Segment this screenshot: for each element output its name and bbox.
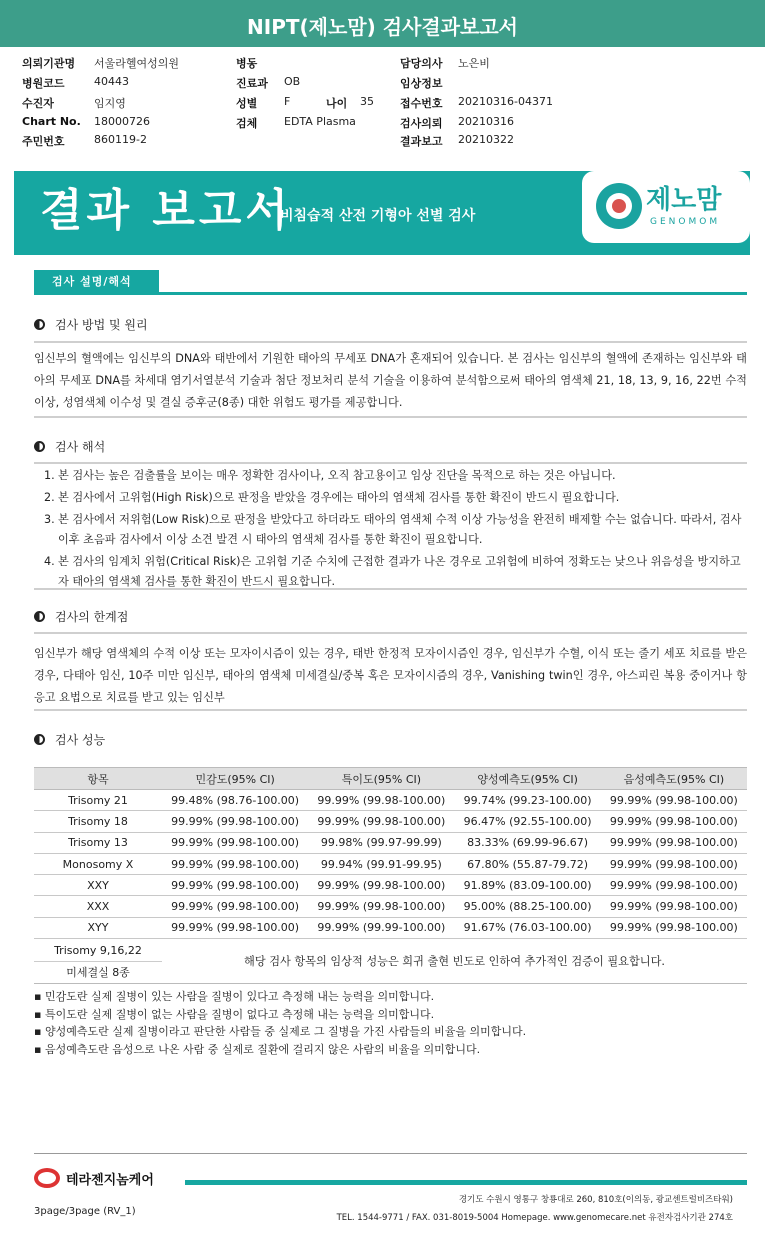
interpretation-list [44,466,744,594]
table-row: Trisomy 21 99.48% (98.76-100.00) 99.99% (99.98-100.00) 99.74% (99.23-100.00) 99.99% (99.98-100.00) [34,790,747,811]
table-header-row [34,768,747,790]
logo-subtext: GENOMOM [650,217,721,227]
method-text: 임신부의 혈액에는 임신부의 DNA와 태반에서 기원한 태아의 무세포 DNA가 혼재되어 있습니다. 본 검사는 임신부의 혈액에 존재하는 임신부와 태아의 무세포 DNA를 차세대 염기서열분석 기술과 첨단 정보처리 분석 기술을 이용하여 분석함으로써 태아의 염색체 21, 18, 13, 9, 16, 22번 수적 이상, 성염색체 이수성 및 결실 증후군(8종) 대한 위험도 평가를 제공합니다. [34,352,747,409]
hospital-value: 서울라헬여성의원 [94,57,180,70]
list-item: 1. 본 검사는 높은 검출률을 보이는 매우 정확한 검사이나, 오직 참고용이고 임상 진단을 목적으로 하는 것은 아닙니다. [44,469,616,482]
age-label: 나이 [326,97,348,110]
section-divider [34,292,747,295]
dept-label: 진료과 [236,77,268,90]
banner-title: 결과 보고서 [40,185,292,236]
report-value: 20210322 [458,133,514,146]
hospital-label: 의뢰기관명 [22,57,76,70]
doctor-value: 노은비 [458,57,490,70]
specimen-value: EDTA Plasma [284,115,356,128]
footer-divider [34,1153,747,1154]
genomom-logo [582,171,750,243]
list-item: 4. 본 검사의 임계치 위험(Critical Risk)은 고위험 기준 수치에 근접한 결과가 나온 경우로 고위험에 비하여 정확도는 낮으나 위음성을 방지하고자 태아의 염색체 검사를 통한 확진이 반드시 필요합니다. [44,555,741,588]
receipt-value: 20210316-04371 [458,95,553,108]
definition-item: ▪ 민감도란 실제 질병이 있는 사람을 질병이 있다고 측정해 내는 능력을 의미합니다. [34,990,435,1003]
request-value: 20210316 [458,115,514,128]
half-circle-icon [34,441,45,452]
definitions [34,988,747,1058]
note-item: 미세결실 8종 [66,966,130,979]
code-value: 40443 [94,75,129,88]
footer-address [337,1191,733,1227]
divider [34,632,747,634]
chart-value: 18000726 [94,115,150,128]
banner-subtitle: 비침습적 산전 기형아 선별 검사 [280,208,476,224]
ward-label: 병동 [236,57,258,70]
half-circle-icon [34,611,45,622]
divider [34,709,747,711]
list-item: 2. 본 검사에서 고위험(High Risk)으로 판정을 받았을 경우에는 태아의 염색체 검사를 통한 확진이 반드시 필요합니다. [44,491,620,504]
table-row: Trisomy 13 99.99% (99.98-100.00) 99.98% (99.97-99.99) 83.33% (69.99-96.67) 99.99% (99.98-100.00) [34,832,747,853]
definition-item: ▪ 양성예측도란 실제 질병이라고 판단한 사람들 중 실제로 그 질병을 가진 사람들의 비율을 의미합니다. [34,1025,527,1038]
col-header: 양성예측도(95% CI) [455,768,601,790]
table-row: XXX 99.99% (99.98-100.00) 99.99% (99.98-100.00) 95.00% (88.25-100.00) 99.99% (99.98-100.00) [34,896,747,917]
half-circle-icon [34,319,45,330]
specimen-label: 검체 [236,117,258,130]
dept-value: OB [284,75,301,88]
table-row: XYY 99.99% (99.98-100.00) 99.99% (99.99-100.00) 91.67% (76.03-100.00) 99.99% (99.98-100.00) [34,917,747,938]
divider [34,462,747,464]
id-value: 860119-2 [94,133,147,146]
table-row: Monosomy X 99.99% (99.98-100.00) 99.94% (99.91-99.95) 67.80% (55.87-79.72) 99.99% (99.98-100.00) [34,853,747,874]
sex-value: F [284,95,291,108]
col-header: 항목 [34,768,162,790]
sex-label: 성별 [236,97,258,110]
patient-info [0,55,765,155]
id-label: 주민번호 [22,135,65,148]
clinical-label: 임상정보 [400,77,443,90]
logo-text: 제노맘 [646,185,722,215]
limitations-text: 임신부가 해당 염색체의 수적 이상 또는 모자이시즘이 있는 경우, 태반 한정적 모자이시즘인 경우, 임신부가 수혈, 이식 또는 줄기 세포 치료를 받은 경우, 다태아 임신, 10주 미만 임신부, 태아의 염색체 미세결실/중복 혹은 모자이시즘의 경우, Vanishing twin인 경우, 아스피린 복용 중이거나 항 응고 요법으로 치료를 받고 있는 임신부 [34,647,747,704]
chart-label: Chart No. [22,115,81,128]
table-row: Trisomy 18 99.99% (99.98-100.00) 99.99% (99.98-100.00) 96.47% (92.55-100.00) 99.99% (99.98-100.00) [34,811,747,832]
divider [34,416,747,418]
logo-mark-icon [596,183,642,229]
divider [34,341,747,343]
request-label: 검사의뢰 [400,117,443,130]
list-item: 3. 본 검사에서 저위험(Low Risk)으로 판정을 받았다고 하더라도 태아의 염색체 수적 이상 가능성을 완전히 배제할 수는 없습니다. 따라서, 검사 이후 초음파 검사에서 이상 소견 발견 시 태아의 염색체 검사를 통한 확진이 필요합니다. [44,513,742,546]
contact-line: TEL. 1544-9771 / FAX. 031-8019-5004 Homepage. www.genomecare.net 유전자검사기관 274호 [336,1213,733,1223]
company-logo-icon [34,1168,60,1188]
patient-label: 수진자 [22,97,54,110]
col-header: 음성예측도(95% CI) [601,768,747,790]
performance-heading: 검사 성능 [34,731,105,748]
company-logo: 테라젠지놈케어 [34,1168,154,1188]
method-heading: 검사 방법 및 원리 [34,316,148,333]
receipt-label: 접수번호 [400,97,443,110]
page-number: 3page/3page (RV_1) [34,1206,136,1217]
note-text: 해당 검사 항목의 임상적 성능은 희귀 출현 빈도로 인하여 추가적인 검증이 필요합니다. [162,940,747,984]
col-header: 특이도(95% CI) [308,768,454,790]
interpretation-heading: 검사 해석 [34,438,105,455]
banner [14,171,750,255]
col-header: 민감도(95% CI) [162,768,308,790]
address-line: 경기도 수원시 영통구 창룡대로 260, 810호(이의동, 광교센트럴비즈타워) [458,1195,733,1205]
report-label: 결과보고 [400,135,443,148]
divider [34,588,747,590]
code-label: 병원코드 [22,77,65,90]
performance-note-row [34,940,747,984]
age-value: 35 [360,95,374,108]
performance-table [34,767,747,939]
doctor-label: 담당의사 [400,57,443,70]
patient-value: 임지영 [94,97,126,110]
footer-accent-bar [185,1180,747,1185]
note-items [34,940,162,984]
definition-item: ▪ 음성예측도란 음성으로 나온 사람 중 실제로 질환에 걸리지 않은 사람의 비율을 의미합니다. [34,1042,481,1056]
limitations-heading: 검사의 한계점 [34,608,128,625]
definition-item: ▪ 특이도란 실제 질병이 없는 사람을 질병이 없다고 측정해 내는 능력을 의미합니다. [34,1007,435,1021]
note-item: Trisomy 9,16,22 [34,940,162,962]
report-title: NIPT(제노맘) 검사결과보고서 [0,0,765,47]
table-row: XXY 99.99% (99.98-100.00) 99.99% (99.98-100.00) 91.89% (83.09-100.00) 99.99% (99.98-100.00) [34,875,747,896]
half-circle-icon [34,734,45,745]
section-tab: 검사 설명/해석 [34,270,159,294]
